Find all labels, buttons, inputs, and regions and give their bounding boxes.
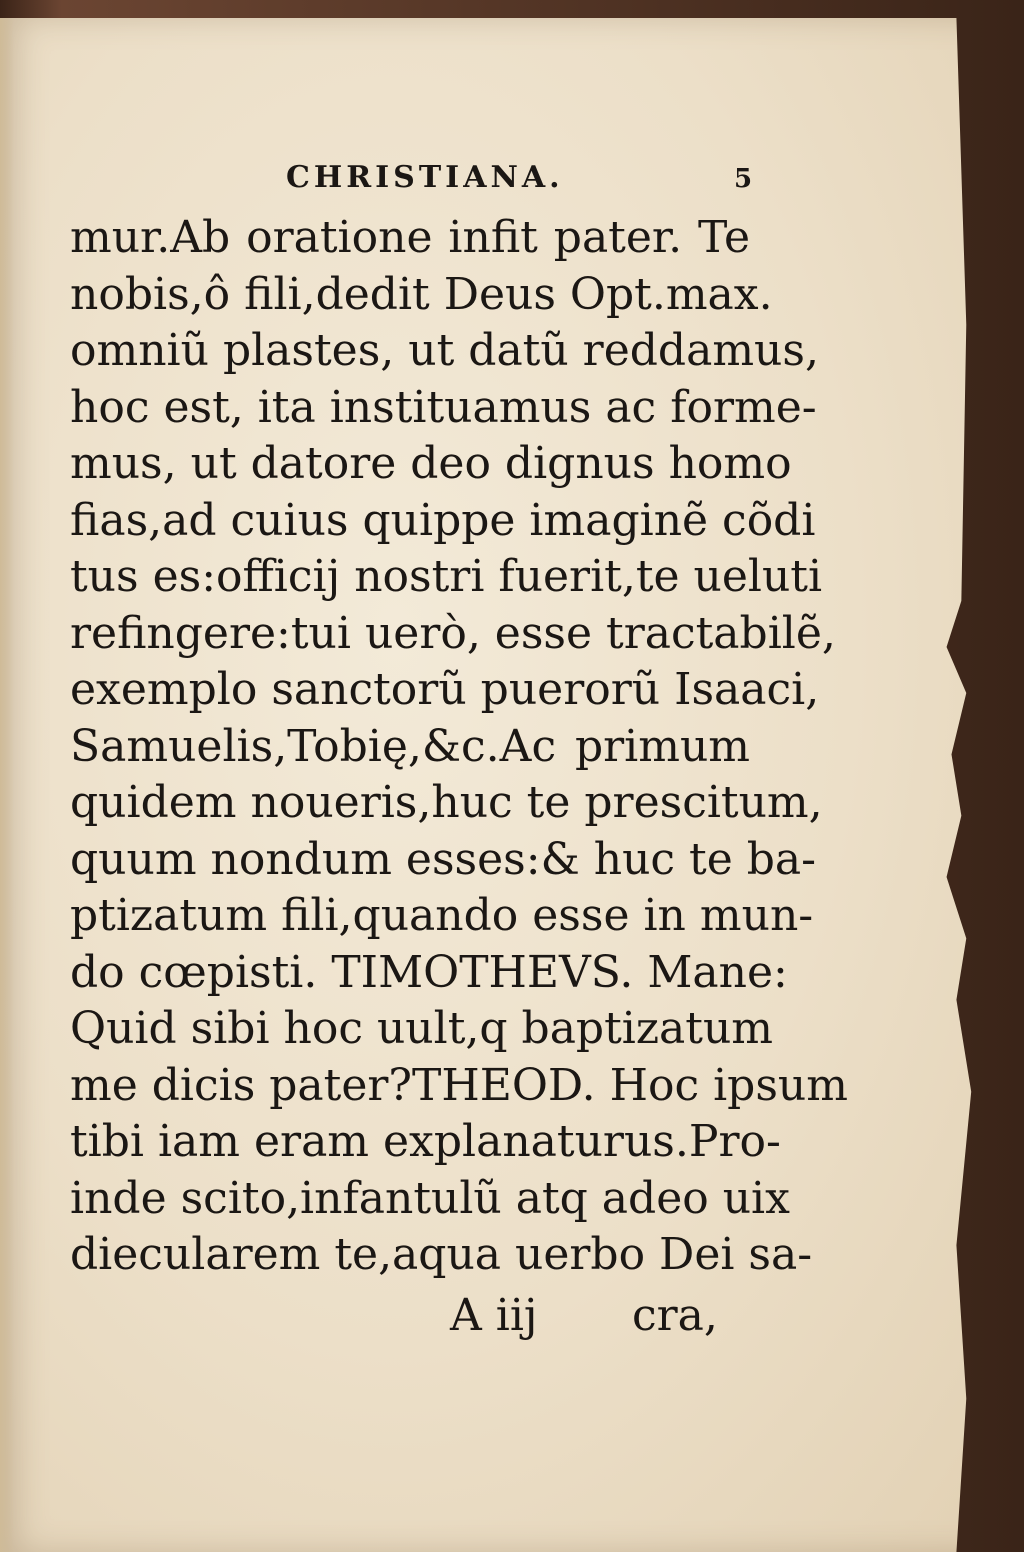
text-line: mus, ut datore deo dignus homo [70,438,792,489]
page-gutter [0,18,14,1552]
text-line: Samuelis,Tobię,&c.Ac primum [70,720,750,772]
running-title: CHRISTIANA. [286,160,564,195]
text-line: quum nondum esses:& huc te ba- [70,833,817,885]
text-line: ptizatum fili,quando esse in mun- [70,890,814,941]
text-line: tus es:officij nostri fuerit,te ueluti [70,551,823,602]
text-line: fias,ad cuius quippe imaginẽ cõdi [70,494,816,546]
text-line: nobis,ô fili,dedit Deus Opt.max. [70,268,773,320]
text-line: diecularem te,aqua uerbo Dei sa- [70,1229,813,1280]
running-head [70,160,753,210]
text-line: refingere:tui uerò, esse tractabilẽ, [70,607,836,659]
text-block [70,160,848,1350]
text-line: inde scito,infantulũ atq adeo uix [70,1172,790,1224]
catchline [70,1290,750,1350]
text-line: exemplo sanctorũ puerorũ Isaaci, [70,664,820,715]
text-line: tibi iam eram explanaturus.Pro- [70,1116,781,1167]
text-line: quidem noueris,huc te prescitum, [70,777,823,828]
text-line: hoc est, ita instituamus ac forme- [70,381,817,433]
page-number: 5 [734,164,753,194]
text-line: mur.Ab oratione infit pater. Te [70,212,750,263]
text-line: omniũ plastes, ut datũ reddamus, [70,325,819,376]
signature-mark: A iij [450,1289,538,1341]
catchword: cra, [632,1289,718,1341]
text-line: Quid sibi hoc uult,q baptizatum [70,1003,774,1054]
text-line: do cœpisti. TIMOTHEVS. Mane: [70,946,788,998]
text-line: me dicis pater?THEOD. Hoc ipsum [70,1059,848,1111]
